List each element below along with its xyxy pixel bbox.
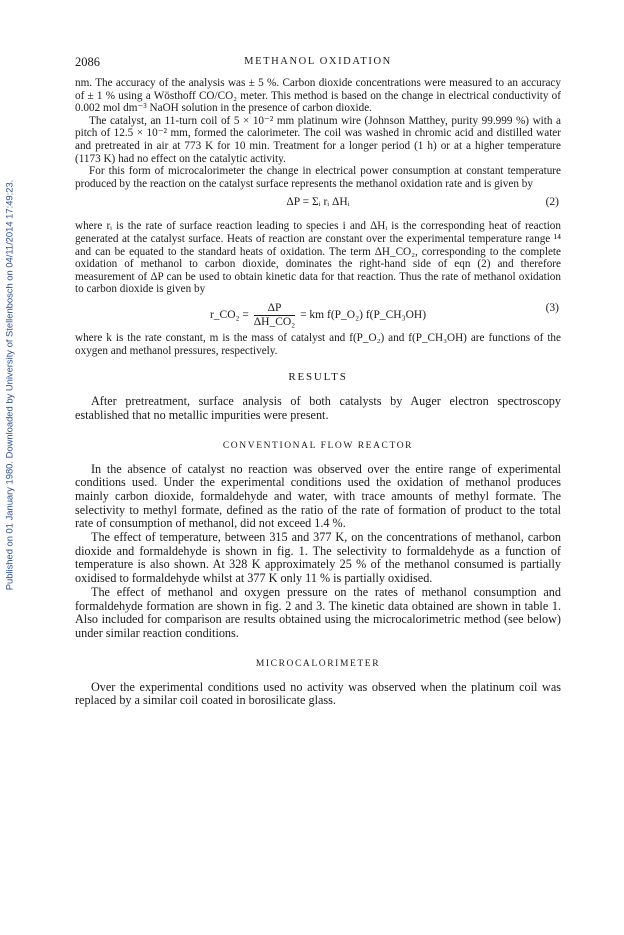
subsection-heading-microcalorimeter: MICROCALORIMETER: [255, 658, 381, 669]
equation-3-denominator: ΔH_CO₂: [253, 315, 296, 328]
paragraph-reaction-rates: where rᵢ is the rate of surface reaction leading to species i and ΔHᵢ is the corresponding heat of reaction generated at the catalyst surface. Heats of reaction are constant over the experimental temperature range ¹⁴ and can be equated to the standard heats of oxidation. The term ΔH_CO₂, corresponding to the complete oxidation of methanol to carbon dioxide, dominates the right-hand side of eqn (2) and therefore measurement of ΔP can be used to obtain kinetic data for that reaction. Thus the rate of methanol oxidation to carbon dioxide is given by: [75, 220, 561, 296]
page-number: 2086: [75, 55, 100, 69]
paragraph-borosilicate: Over the experimental conditions used no activity was observed when the platinum coil was replaced by a similar coil coated in borosilicate glass.: [75, 679, 561, 708]
equation-3: [75, 296, 561, 332]
paragraph-catalyst: The catalyst, an 11-turn coil of 5 × 10⁻² mm platinum wire (Johnson Matthey, purity 99.999 %) with a pitch of 12.5 × 10⁻² mm, formed the calorimeter. The coil was washed in chromic acid and distilled water and pretreated in air at 773 K for 10 min. Treatment for a longer period (1 h) or at a higher temperature (1173 K) had no effect on the catalytic activity.: [75, 114, 561, 165]
equation-2-body: ΔP = Σᵢ rᵢ ΔHᵢ: [286, 196, 350, 209]
paragraph-analysis-accuracy: nm. The accuracy of the analysis was ± 5 %. Carbon dioxide concentrations were measured to an accuracy of ± 1 % using a Wösthoff CO/CO₂ meter. This method is based on the change in electrical conductivity of 0.002 mol dm⁻³ NaOH solution in the presence of carbon dioxide.: [75, 77, 561, 115]
journal-page: [75, 55, 561, 708]
running-title: METHANOL OXIDATION: [244, 56, 392, 67]
paragraph-microcalorimeter: For this form of microcalorimeter the change in electrical power consumption at constant temperature produced by the reaction on the catalyst surface represents the methanol oxidation rate and is given by: [75, 165, 561, 190]
equation-3-lhs: r_CO₂ =: [209, 309, 249, 322]
section-heading-results: RESULTS: [288, 371, 348, 384]
paragraph-pressure-effect: The effect of methanol and oxygen pressure on the rates of methanol consumption and formaldehyde formation are shown in fig. 2 and 3. The kinetic data obtained are shown in table 1. Also included for comparison are results obtained using the microcalorimetric method (see below) under similar reaction conditions.: [75, 584, 561, 640]
results-block: [75, 395, 561, 708]
subsection-heading-flow-reactor: CONVENTIONAL FLOW REACTOR: [222, 440, 414, 451]
equation-3-number: (3): [545, 301, 559, 314]
equation-2-number: (2): [545, 196, 559, 209]
download-note: Published on 01 January 1980. Downloaded by University of Stellenbosch on 04/11/2014 17:49:23.: [3, 179, 15, 591]
equation-3-numerator: ΔP: [254, 302, 295, 316]
equation-3-rhs: = km f(P_O₂) f(P_CH₃OH): [300, 309, 427, 322]
equation-3-fraction: [254, 302, 295, 329]
paragraph-auger: After pretreatment, surface analysis of both catalysts by Auger electron spectroscopy established that no metallic impurities were present.: [75, 394, 561, 422]
paragraph-no-catalyst: In the absence of catalyst no reaction was observed over the entire range of experimental conditions used. Under the experimental conditions used the oxidation of methanol produces mainly carbon dioxide, formaldehyde and water, with trace amounts of methyl formate. The selectivity to methyl formate, defined as the ratio of the rate of formation of product to the total rate of consumption of methanol, did not exceed 1.4 %.: [75, 461, 561, 531]
paragraph-rate-constant: where k is the rate constant, m is the mass of catalyst and f(P_O₂) and f(P_CH₃OH) are functions of the oxygen and methanol pressures, respectively.: [75, 331, 561, 357]
equation-2: [75, 190, 561, 220]
paragraph-temperature-effect: The effect of temperature, between 315 and 377 K, on the concentrations of methanol, carbon dioxide and formaldehyde is shown in fig. 1. The selectivity to formaldehyde as a function of temperature is also shown. At 328 K approximately 25 % of the methanol consumed is partially oxidised to formaldehyde whilst at 377 K only 11 % is partially oxidised.: [75, 530, 561, 586]
download-watermark: [2, 150, 16, 620]
page-header: [75, 55, 561, 77]
